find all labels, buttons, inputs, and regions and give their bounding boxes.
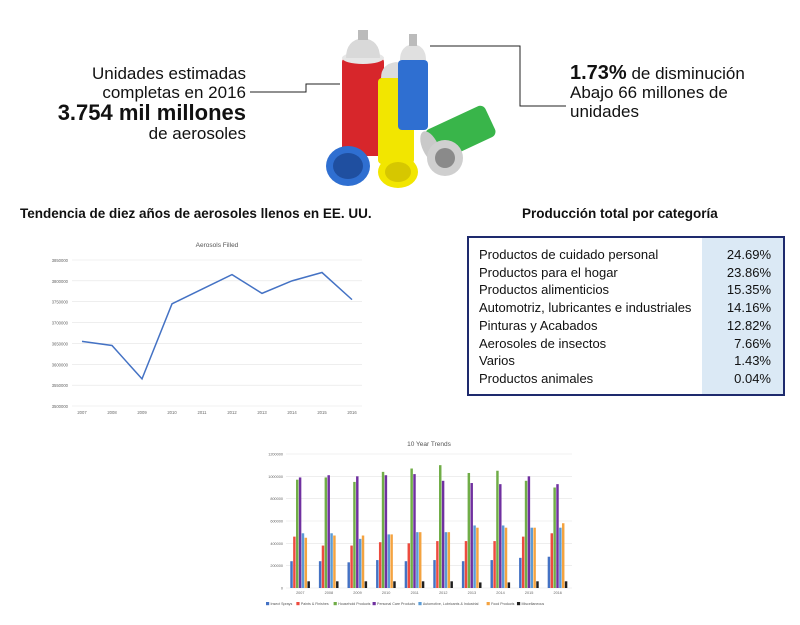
- production-table: [467, 236, 785, 396]
- bar-chart-bar: [385, 475, 387, 588]
- production-category-value: 24.69%: [726, 247, 771, 262]
- bar-chart-bar: [305, 538, 307, 588]
- bar-chart-bar: [553, 488, 555, 589]
- production-category-name: Pinturas y Acabados: [479, 317, 598, 333]
- bar-chart-bar: [470, 483, 472, 588]
- bar-chart-bar: [562, 523, 564, 588]
- bar-chart-bar: [319, 561, 321, 588]
- bar-chart-bar: [356, 476, 358, 588]
- production-category-name: Productos animales: [479, 370, 594, 386]
- bar-chart-bar: [376, 560, 378, 588]
- decrease-label: de disminución: [626, 64, 745, 83]
- bar-chart-bar: [390, 534, 392, 588]
- bar-chart-x-tick: 2010: [381, 591, 391, 595]
- bar-chart-legend-label: Household Products: [338, 602, 371, 606]
- bar-chart-bar: [408, 543, 410, 588]
- bar-chart-bar: [548, 557, 550, 588]
- bar-chart-bar: [330, 533, 332, 588]
- bar-chart-bar: [333, 536, 335, 588]
- decrease-line3: unidades: [570, 102, 640, 121]
- bar-chart-bar: [468, 473, 470, 588]
- bar-chart-bar: [296, 480, 298, 588]
- decrease-percent: 1.73%: [570, 62, 627, 84]
- line-chart-y-tick: 3500000: [51, 404, 68, 409]
- line-chart-y-tick: 3600000: [51, 362, 68, 368]
- bar-chart-bar: [496, 471, 498, 588]
- bar-chart-bar: [442, 481, 444, 588]
- bar-chart-bar: [413, 474, 415, 588]
- line-chart-series-line: [82, 273, 352, 379]
- line-chart-y-tick: 3850000: [51, 258, 68, 263]
- line-chart-title: Aerosols Filled: [195, 242, 239, 249]
- aerosols-filled-line-chart: [22, 236, 372, 418]
- bar-chart-bar: [439, 465, 441, 588]
- bar-chart-legend-swatch: [487, 602, 490, 605]
- bar-chart-bar: [505, 528, 507, 588]
- line-chart-panel: [22, 236, 372, 418]
- bar-chart-bar: [322, 546, 324, 588]
- bar-chart-bar: [433, 560, 435, 588]
- bar-chart-bar: [493, 541, 495, 588]
- line-chart-x-tick: 2012: [227, 410, 237, 415]
- bar-chart-bar: [502, 525, 504, 588]
- bar-chart-bar: [448, 532, 450, 588]
- bar-chart-panel: [252, 436, 578, 614]
- bar-chart-bar: [519, 558, 521, 588]
- production-category-name: Productos de cuidado personal: [479, 247, 659, 262]
- bar-chart-bar: [445, 532, 447, 588]
- bar-chart-bar: [359, 539, 361, 588]
- bar-chart-bar: [528, 476, 530, 588]
- line-chart-x-tick: 2011: [197, 410, 207, 415]
- bar-chart-bar: [379, 542, 381, 588]
- bar-chart-legend-label: Miscellaneous: [521, 602, 545, 606]
- production-row: [469, 317, 783, 335]
- bar-chart-bar: [419, 532, 421, 588]
- estimated-units-line2: completas en 2016: [102, 83, 246, 102]
- bar-chart-bar: [325, 477, 327, 588]
- bar-chart-bar: [525, 481, 527, 588]
- bar-chart-y-tick: 600000: [270, 519, 283, 524]
- bar-chart-legend-swatch: [334, 602, 337, 605]
- line-chart-y-tick: 3650000: [51, 341, 68, 347]
- bar-chart-y-tick: 400000: [270, 541, 283, 546]
- bar-chart-x-tick: 2009: [353, 591, 362, 595]
- production-row: [469, 370, 783, 388]
- bar-chart-legend-swatch: [517, 602, 520, 605]
- bar-chart-legend-label: Paints & Finishes: [300, 602, 329, 606]
- line-chart-x-tick: 2010: [167, 410, 177, 415]
- production-category-name: Productos para el hogar: [479, 264, 618, 280]
- bar-chart-x-tick: 2007: [296, 591, 305, 595]
- bar-chart-bar: [462, 561, 464, 588]
- bar-chart-bar: [362, 536, 364, 588]
- line-chart-x-tick: 2007: [77, 410, 87, 415]
- line-chart-x-tick: 2008: [107, 410, 117, 415]
- line-chart-y-tick: 3550000: [51, 383, 68, 389]
- bar-chart-bar: [422, 581, 424, 588]
- bar-chart-bar: [559, 528, 561, 588]
- production-category-name: Automotriz, lubricantes e industriales: [479, 300, 692, 316]
- bar-chart-bar: [410, 469, 412, 588]
- bar-chart-bar: [490, 560, 492, 588]
- bar-chart-legend-swatch: [296, 602, 299, 605]
- production-category-name: Aerosoles de insectos: [479, 335, 607, 351]
- production-row: [469, 352, 783, 370]
- estimated-units-value: 3.754 mil millones: [57, 100, 246, 125]
- bar-chart-legend-label: Automotive, Lubricants & Industrial: [422, 602, 479, 606]
- bar-chart-x-tick: 2012: [439, 591, 448, 595]
- bar-chart-legend-swatch: [418, 602, 421, 605]
- bar-chart-bar: [531, 528, 533, 588]
- aerosol-cans-illustration: [320, 20, 505, 190]
- bar-chart-bar: [536, 581, 538, 588]
- bar-chart-y-tick: 1200000: [268, 452, 283, 457]
- bar-chart-bar: [336, 581, 338, 588]
- bar-chart-bar: [473, 525, 475, 588]
- bar-chart-bar: [353, 482, 355, 588]
- production-row: [469, 246, 783, 264]
- bar-chart-bar: [551, 533, 553, 588]
- bar-chart-x-tick: 2013: [467, 591, 477, 595]
- bar-chart-x-tick: 2015: [524, 591, 534, 595]
- production-category-value: 23.86%: [726, 264, 771, 280]
- line-chart-x-tick: 2016: [347, 410, 357, 415]
- line-chart-y-tick: 3700000: [51, 320, 68, 326]
- bar-chart-legend-label: Personal Care Products: [377, 602, 416, 606]
- line-chart-x-tick: 2015: [317, 410, 327, 415]
- bar-chart-legend-label: Food Products: [491, 602, 515, 606]
- bar-chart-y-tick: 1000000: [268, 474, 283, 479]
- bar-chart-bar: [350, 546, 352, 588]
- bar-chart-bar: [327, 475, 329, 588]
- bar-chart-bar: [393, 581, 395, 588]
- bar-chart-legend-swatch: [266, 602, 269, 605]
- bar-chart-bar: [307, 581, 309, 588]
- bar-chart-bar: [302, 533, 304, 588]
- bar-chart-legend-swatch: [373, 602, 376, 605]
- line-chart-y-tick: 3750000: [51, 299, 68, 305]
- line-chart-x-tick: 2013: [257, 410, 267, 415]
- production-category-value: 15.35%: [726, 282, 771, 298]
- line-chart-y-tick: 3800000: [51, 278, 68, 284]
- bar-chart-legend-label: Insect Sprays: [270, 602, 293, 606]
- bar-chart-bar: [465, 541, 467, 588]
- bar-chart-bar: [299, 477, 301, 588]
- production-category-value: 14.16%: [726, 300, 771, 316]
- production-row: [469, 299, 783, 317]
- bar-chart-bar: [436, 541, 438, 588]
- trend-section-title: Tendencia de diez años de aerosoles llenos en EE. UU.: [20, 206, 372, 221]
- estimated-units-line4: de aerosoles: [148, 124, 246, 143]
- production-category-name: Varios: [479, 353, 515, 369]
- bar-chart-bar: [508, 582, 510, 588]
- line-chart-x-tick: 2009: [137, 410, 147, 415]
- line-chart-x-tick: 2014: [287, 410, 297, 415]
- production-row: [469, 335, 783, 353]
- bar-chart-bar: [556, 484, 558, 588]
- bar-chart-bar: [388, 534, 390, 588]
- production-row: [469, 264, 783, 282]
- production-category-name: Productos alimenticios: [479, 282, 610, 298]
- bar-chart-x-tick: 2008: [324, 591, 334, 595]
- bar-chart-bar: [479, 582, 481, 588]
- production-row: [469, 281, 783, 299]
- bar-chart-y-tick: 800000: [270, 497, 283, 502]
- bar-chart-bar: [293, 537, 295, 588]
- bar-chart-x-tick: 2016: [553, 591, 562, 595]
- bar-chart-title: 10 Year Trends: [407, 441, 451, 448]
- bar-chart-bar: [565, 581, 567, 588]
- decrease-stat: [570, 64, 790, 121]
- production-category-value: 1.43%: [734, 353, 771, 369]
- bar-chart-bar: [405, 561, 407, 588]
- estimated-units-line1: Unidades estimadas: [91, 64, 246, 83]
- decrease-line2: Abajo 66 millones de: [570, 83, 728, 102]
- production-category-value: 0.04%: [734, 370, 771, 386]
- bar-chart-y-tick: 200000: [270, 564, 283, 569]
- bar-chart-bar: [522, 537, 524, 588]
- production-category-value: 7.66%: [734, 335, 771, 351]
- bar-chart-bar: [382, 472, 384, 588]
- bar-chart-x-tick: 2014: [496, 591, 505, 595]
- bar-chart-bar: [499, 484, 501, 588]
- bar-chart-bar: [347, 562, 349, 588]
- ten-year-trends-bar-chart: [252, 436, 578, 614]
- bar-chart-bar: [476, 528, 478, 588]
- bar-chart-bar: [450, 581, 452, 588]
- production-category-value: 12.82%: [726, 317, 771, 333]
- bar-chart-bar: [290, 561, 292, 588]
- bar-chart-bar: [365, 581, 367, 588]
- bar-chart-x-tick: 2011: [410, 591, 419, 595]
- bar-chart-bar: [416, 532, 418, 588]
- production-section-title: Producción total por categoría: [522, 206, 718, 221]
- bar-chart-y-tick: 0: [280, 586, 283, 591]
- bar-chart-bar: [533, 528, 535, 588]
